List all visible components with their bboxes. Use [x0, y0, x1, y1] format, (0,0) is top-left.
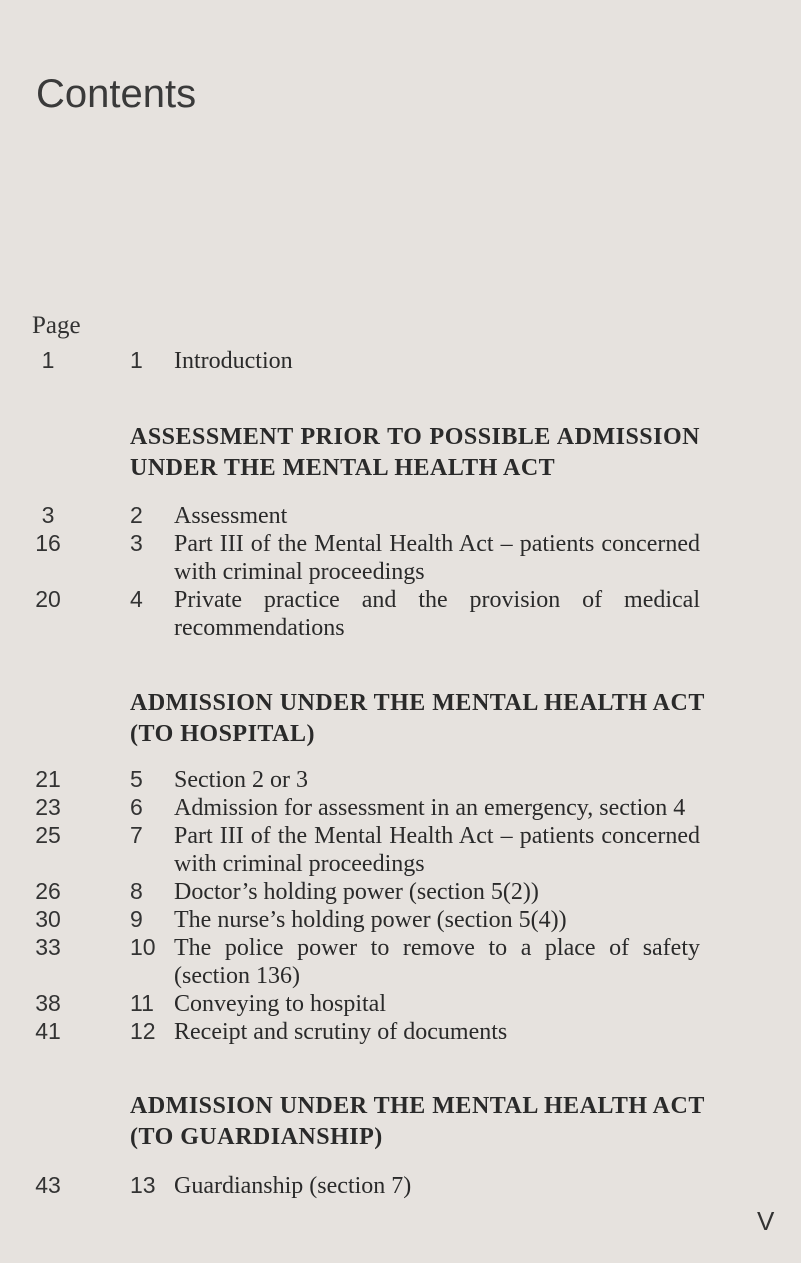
chapter-number: 13: [130, 1172, 156, 1198]
chapter-title: Conveying to hospital: [174, 991, 386, 1017]
entry-page-number: 38: [35, 990, 61, 1016]
chapter-title: Part III of the Mental Health Act – patients concerned with criminal proceedings: [174, 823, 700, 877]
entry-page-number: 43: [35, 1172, 61, 1198]
entry-page-number: 1: [41, 347, 55, 373]
chapter-number: 12: [130, 1018, 156, 1044]
chapter-number: 1: [130, 347, 143, 373]
chapter-number: 6: [130, 794, 143, 820]
chapter-number: 5: [130, 766, 143, 792]
entry-page-number: 33: [35, 934, 61, 960]
page-column-label: Page: [32, 312, 81, 339]
chapter-title: Section 2 or 3: [174, 767, 308, 793]
footer-page-number: V: [757, 1206, 775, 1236]
chapter-title: Introduction: [174, 348, 293, 374]
entry-page-number: 25: [35, 822, 61, 848]
chapter-title: Assessment: [174, 503, 288, 529]
chapter-number: 4: [130, 586, 143, 612]
chapter-number: 9: [130, 906, 143, 932]
chapter-title: Guardianship (section 7): [174, 1173, 412, 1199]
section-heading-admission-hospital: ADMISSION UNDER THE MENTAL HEALTH ACT (TO HOSPITAL): [130, 690, 705, 747]
entry-page-number: 16: [35, 530, 61, 556]
entry-page-number: 21: [35, 766, 61, 792]
chapter-number: 2: [130, 502, 143, 528]
entry-page-number: 23: [35, 794, 61, 820]
chapter-number: 10: [130, 934, 156, 960]
chapter-title: The police power to remove to a place of safety (section 136): [174, 935, 700, 989]
section-heading-assessment: ASSESSMENT PRIOR TO POSSIBLE ADMISSION UNDER THE MENTAL HEALTH ACT: [130, 424, 700, 481]
chapter-title: The nurse’s holding power (section 5(4)): [174, 907, 567, 933]
chapter-title: Receipt and scrutiny of documents: [174, 1019, 508, 1045]
chapter-title: Admission for assessment in an emergency, section 4: [174, 795, 686, 821]
chapter-number: 3: [130, 530, 143, 556]
chapter-number: 11: [130, 990, 154, 1016]
chapter-title: Part III of the Mental Health Act – patients concerned with criminal proceedings: [174, 531, 700, 585]
chapter-title: Doctor’s holding power (section 5(2)): [174, 879, 539, 905]
entry-page-number: 3: [41, 502, 55, 528]
entry-page-number: 30: [35, 906, 61, 932]
entry-page-number: 26: [35, 878, 61, 904]
chapter-title: Private practice and the provision of medical recommendations: [174, 587, 700, 641]
entry-page-number: 41: [35, 1018, 61, 1044]
page-title: Contents: [36, 72, 197, 116]
entry-page-number: 20: [35, 586, 61, 612]
chapter-number: 7: [130, 822, 143, 848]
section-heading-guardianship: ADMISSION UNDER THE MENTAL HEALTH ACT (TO GUARDIANSHIP): [130, 1093, 705, 1150]
chapter-number: 8: [130, 878, 143, 904]
